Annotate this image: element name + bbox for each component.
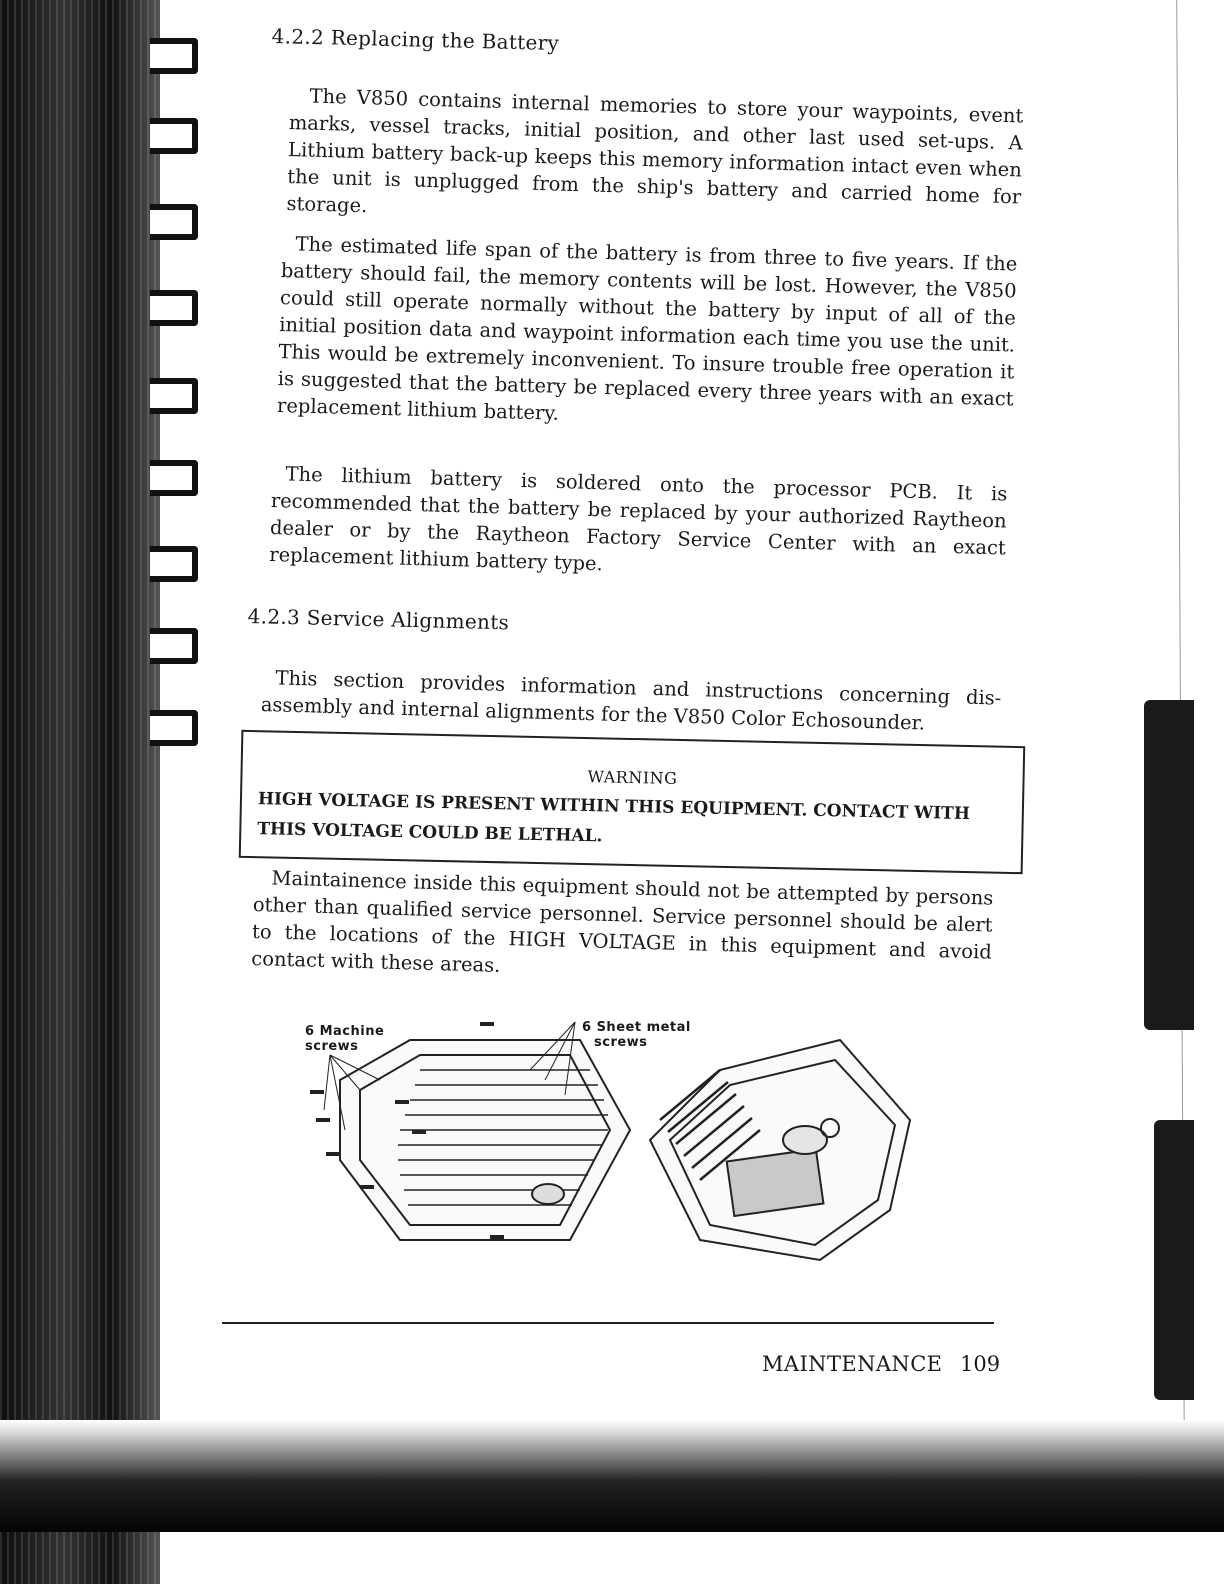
warning-title: WARNING bbox=[587, 767, 678, 788]
figure-label-line: screws bbox=[305, 1039, 359, 1054]
figure-label-line: screws bbox=[594, 1035, 648, 1050]
warning-box bbox=[239, 730, 1026, 874]
paragraph-soldered: The lithium battery is soldered onto the processor PCB. It is recommended that the battery be replaced by your authorized Raytheon dealer or by the Raytheon Factory Service Center with an exact replacement lithium battery type. bbox=[269, 462, 1008, 576]
section-heading-alignments: 4.2.3 Service Alignments bbox=[247, 604, 510, 635]
bottom-shadow bbox=[0, 1420, 1224, 1532]
paragraph-life-span: The estimated life span of the battery is from three to five years. If the battery should fail, the memory contents will be lost. However, the V850 could still operate normally without the battery by input of all of the initial position data and waypoint information each time you use the unit. This would be extremely inconvenient. To insure trouble free operation it is suggested that the battery be replaced every three years with an exact replacement lithium battery. bbox=[276, 232, 1018, 425]
figure-label-line: 6 Sheet metal bbox=[582, 1020, 691, 1035]
warning-text: HIGH VOLTAGE IS PRESENT WITHIN THIS EQUIPMENT. CONTACT WITH THIS VOLTAGE COULD BE LETHAL. bbox=[257, 789, 971, 847]
footer-rule bbox=[222, 1322, 994, 1324]
paragraph-maintenance: Maintainence inside this equipment should not be attempted by persons other than qualified service personnel. Service personnel should be alert to the locations of the HIGH VOLTAGE in this equipment and avoid contact with these areas. bbox=[251, 866, 994, 977]
disassembly-illustration bbox=[300, 1010, 940, 1270]
page-number: 109 bbox=[960, 1352, 1001, 1376]
paragraph-memory: The V850 contains internal memories to store your waypoints, event marks, vessel tracks, initial position, and other last used set-ups. A Lithium battery back-up keeps this memory information intact even when the unit is unplugged from the ship's battery and carried home for storage. bbox=[286, 84, 1024, 218]
footer-section-title: MAINTENANCE bbox=[762, 1352, 943, 1376]
section-heading-battery: 4.2.2 Replacing the Battery bbox=[271, 24, 560, 56]
paragraph-alignments: This section provides information and instructions concerning dis-assembly and internal alignments for the V850 Color Echosounder. bbox=[260, 666, 1002, 735]
figure-label-line: 6 Machine bbox=[305, 1024, 385, 1039]
index-tab bbox=[1144, 700, 1194, 1030]
index-tab bbox=[1154, 1120, 1194, 1400]
